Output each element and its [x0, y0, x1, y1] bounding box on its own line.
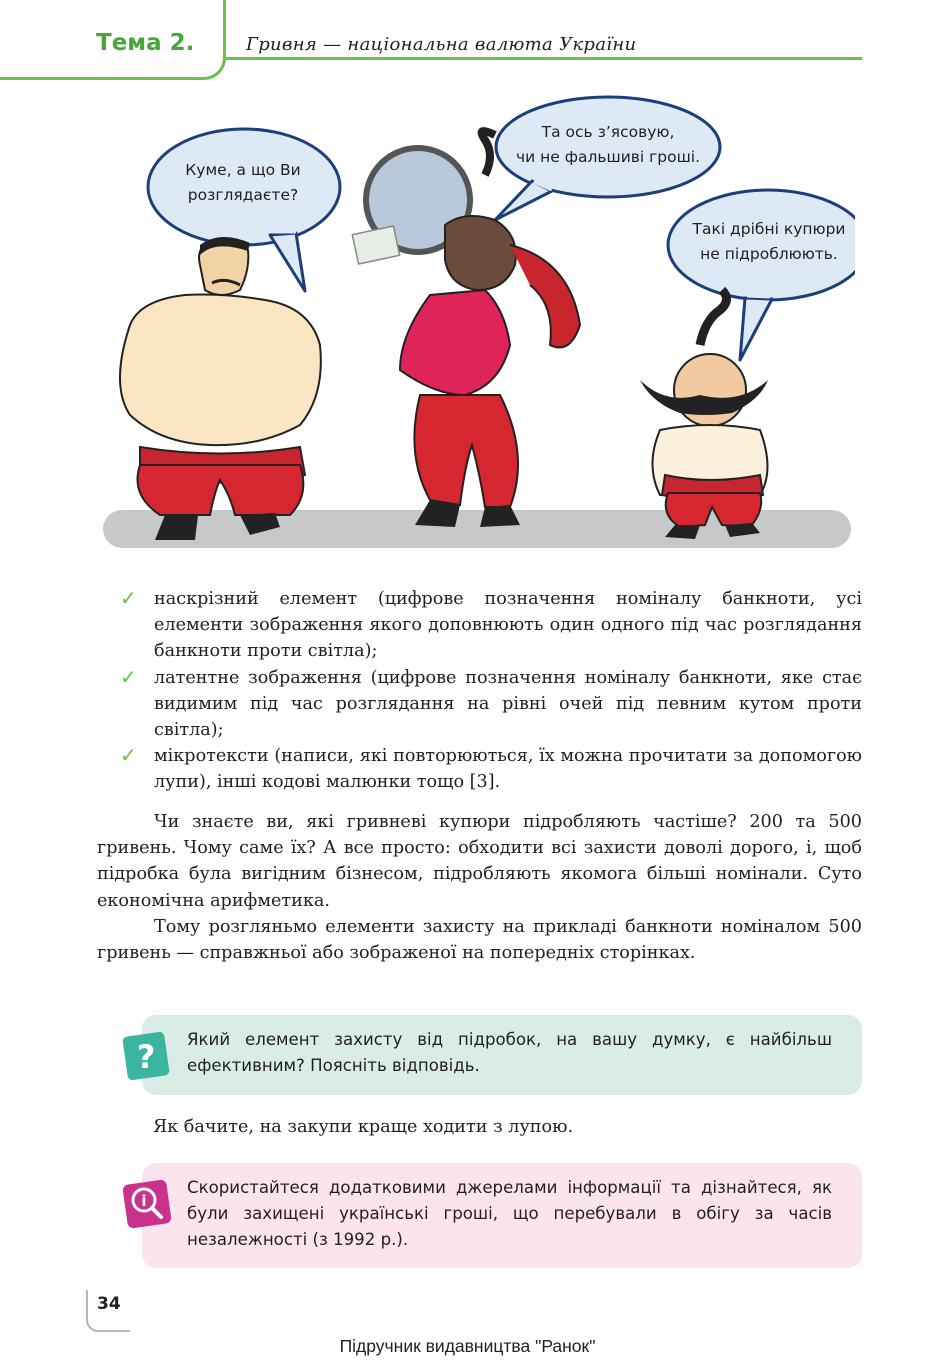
- info-text: Скористайтеся додатковими джерелами інформації та дізнайтеся, як були захищені українські гроші, що перебували в обігу за часів незалежності (з 1992 р.).: [187, 1178, 832, 1249]
- bubble-right-line: Такі дрібні купюри: [692, 220, 846, 238]
- bubble-middle-line: чи не фальшиві гроші.: [515, 148, 701, 166]
- topic-title: Гривня — національна валюта України: [246, 34, 637, 55]
- cossacks-illustration: [100, 95, 855, 555]
- checkmark-icon: ✓: [120, 743, 137, 768]
- banknote-shape: [352, 226, 399, 264]
- svg-text:?: ?: [136, 1038, 156, 1076]
- note-text: Як бачите, на закупи краще ходити з лупою.: [153, 1117, 574, 1137]
- bubble-middle-text: [498, 120, 718, 170]
- bubble-right-text: [677, 217, 861, 267]
- bubble-left-line: розглядаєте?: [187, 186, 299, 204]
- big-cossack-figure: [120, 237, 321, 540]
- list-item: [120, 586, 862, 665]
- checkmark-icon: ✓: [120, 586, 137, 610]
- list-item: [120, 743, 862, 795]
- svg-text:i: i: [141, 1192, 147, 1210]
- publisher-credit: Підручник видавництва "Ранок": [339, 1336, 596, 1356]
- info-magnifier-icon: [121, 1178, 173, 1230]
- list-item-text: мікротексти (написи, які повторюються, їх можна прочитати за допомогою лупи), інші кодові малюнки тощо [3].: [154, 746, 862, 793]
- list-item-text: наскрізний елемент (цифрове позначення номіналу банкноти, усі елементи зображення якого доповнюють один одного під час розглядання банкноти проти світла);: [154, 589, 862, 662]
- body-paragraphs: [97, 809, 862, 966]
- question-text: Який елемент захисту від підробок, на вашу думку, є найбільш ефективним? Поясніть відповідь.: [187, 1030, 832, 1075]
- paragraph: Чи знаєте ви, які гривневі купюри підробляють частіше? 200 та 500 гривень. Чому саме їх? А все просто: обходити всі захисти доволі дорого, і, щоб підробка була вигідним бізнесом, підробляють якомога більші номінали. Суто економічна арифметика.: [97, 812, 862, 911]
- security-features-list: [120, 586, 862, 796]
- list-item-text: латентне зображення (цифрове позначення номіналу банкноти, яке стає видимим під час розглядання на рівні очей під певним кутом проти світла);: [154, 667, 862, 741]
- paragraph: Тому розгляньмо елементи захисту на прикладі банкноти номіналом 500 гривень — справжньої або зображеної на попередніх сторінках.: [97, 916, 862, 964]
- bubble-right-line: не підроблюють.: [700, 245, 838, 263]
- header-rule: [226, 57, 862, 60]
- topic-label: Тема 2.: [96, 30, 195, 56]
- list-item: [120, 665, 862, 744]
- question-icon: [121, 1030, 171, 1082]
- checkmark-icon: ✓: [120, 664, 137, 689]
- bubble-left-line: Куме, а що Ви: [185, 161, 301, 179]
- bubble-left-text: [153, 158, 333, 208]
- speech-bubble-right: [668, 190, 855, 360]
- bubble-middle-line: Та ось з’ясовую,: [541, 123, 675, 141]
- page-number: 34: [97, 1294, 121, 1314]
